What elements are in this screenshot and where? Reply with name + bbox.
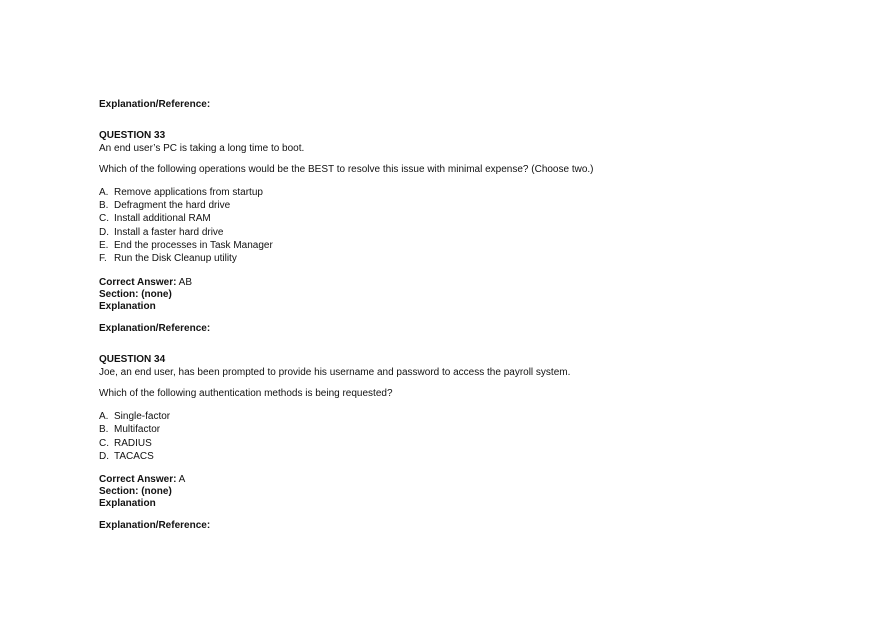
option-letter: A. <box>99 187 109 198</box>
option-text: Remove applications from startup <box>114 187 263 198</box>
correct-answer-value: A <box>178 474 186 485</box>
option-text: Single-factor <box>114 411 171 422</box>
correct-answer-value: AB <box>178 277 193 288</box>
question-33-explanation-reference: Explanation/Reference: <box>99 323 211 334</box>
question-33-stem: An end user’s PC is taking a long time to boot. <box>99 143 305 154</box>
question-34-stem: Joe, an end user, has been prompted to provide his username and password to access the payroll system. <box>99 367 571 378</box>
question-33-option <box>99 213 211 225</box>
question-33-option <box>99 227 224 239</box>
option-text: RADIUS <box>114 438 152 449</box>
question-34-title: QUESTION 34 <box>99 354 166 365</box>
option-text: End the processes in Task Manager <box>114 240 273 251</box>
question-33-option <box>99 187 263 199</box>
question-33-explanation: Explanation <box>99 301 156 312</box>
option-letter: B. <box>99 200 109 211</box>
question-34-correct-answer <box>99 474 185 486</box>
option-letter: B. <box>99 424 109 435</box>
option-text: Install a faster hard drive <box>114 227 224 238</box>
correct-answer-label: Correct Answer: <box>99 474 177 485</box>
option-text: Install additional RAM <box>114 213 211 224</box>
question-34-prompt: Which of the following authentication methods is being requested? <box>99 388 393 399</box>
option-letter: E. <box>99 240 109 251</box>
option-text: Defragment the hard drive <box>114 200 231 211</box>
question-34-explanation: Explanation <box>99 498 156 509</box>
correct-answer-label: Correct Answer: <box>99 277 177 288</box>
option-text: Run the Disk Cleanup utility <box>114 253 237 264</box>
question-34-option <box>99 451 154 463</box>
question-33-title: QUESTION 33 <box>99 130 166 141</box>
option-letter: D. <box>99 451 109 462</box>
question-33-correct-answer <box>99 277 192 289</box>
question-34-option <box>99 438 152 450</box>
question-34-option <box>99 411 170 423</box>
option-text: Multifactor <box>114 424 161 435</box>
option-letter: C. <box>99 438 109 449</box>
option-letter: A. <box>99 411 109 422</box>
question-33-option <box>99 240 273 252</box>
question-34-explanation-reference: Explanation/Reference: <box>99 520 211 531</box>
question-33-option <box>99 200 230 212</box>
explanation-reference-heading: Explanation/Reference: <box>99 99 211 110</box>
option-text: TACACS <box>114 451 154 462</box>
question-34-option <box>99 424 160 436</box>
question-33-prompt: Which of the following operations would be the BEST to resolve this issue with minimal expense? (Choose two.) <box>99 164 594 175</box>
question-33-option <box>99 253 237 265</box>
option-letter: C. <box>99 213 109 224</box>
question-34-section: Section: (none) <box>99 486 172 497</box>
option-letter: F. <box>99 253 107 264</box>
question-33-section: Section: (none) <box>99 289 172 300</box>
option-letter: D. <box>99 227 109 238</box>
